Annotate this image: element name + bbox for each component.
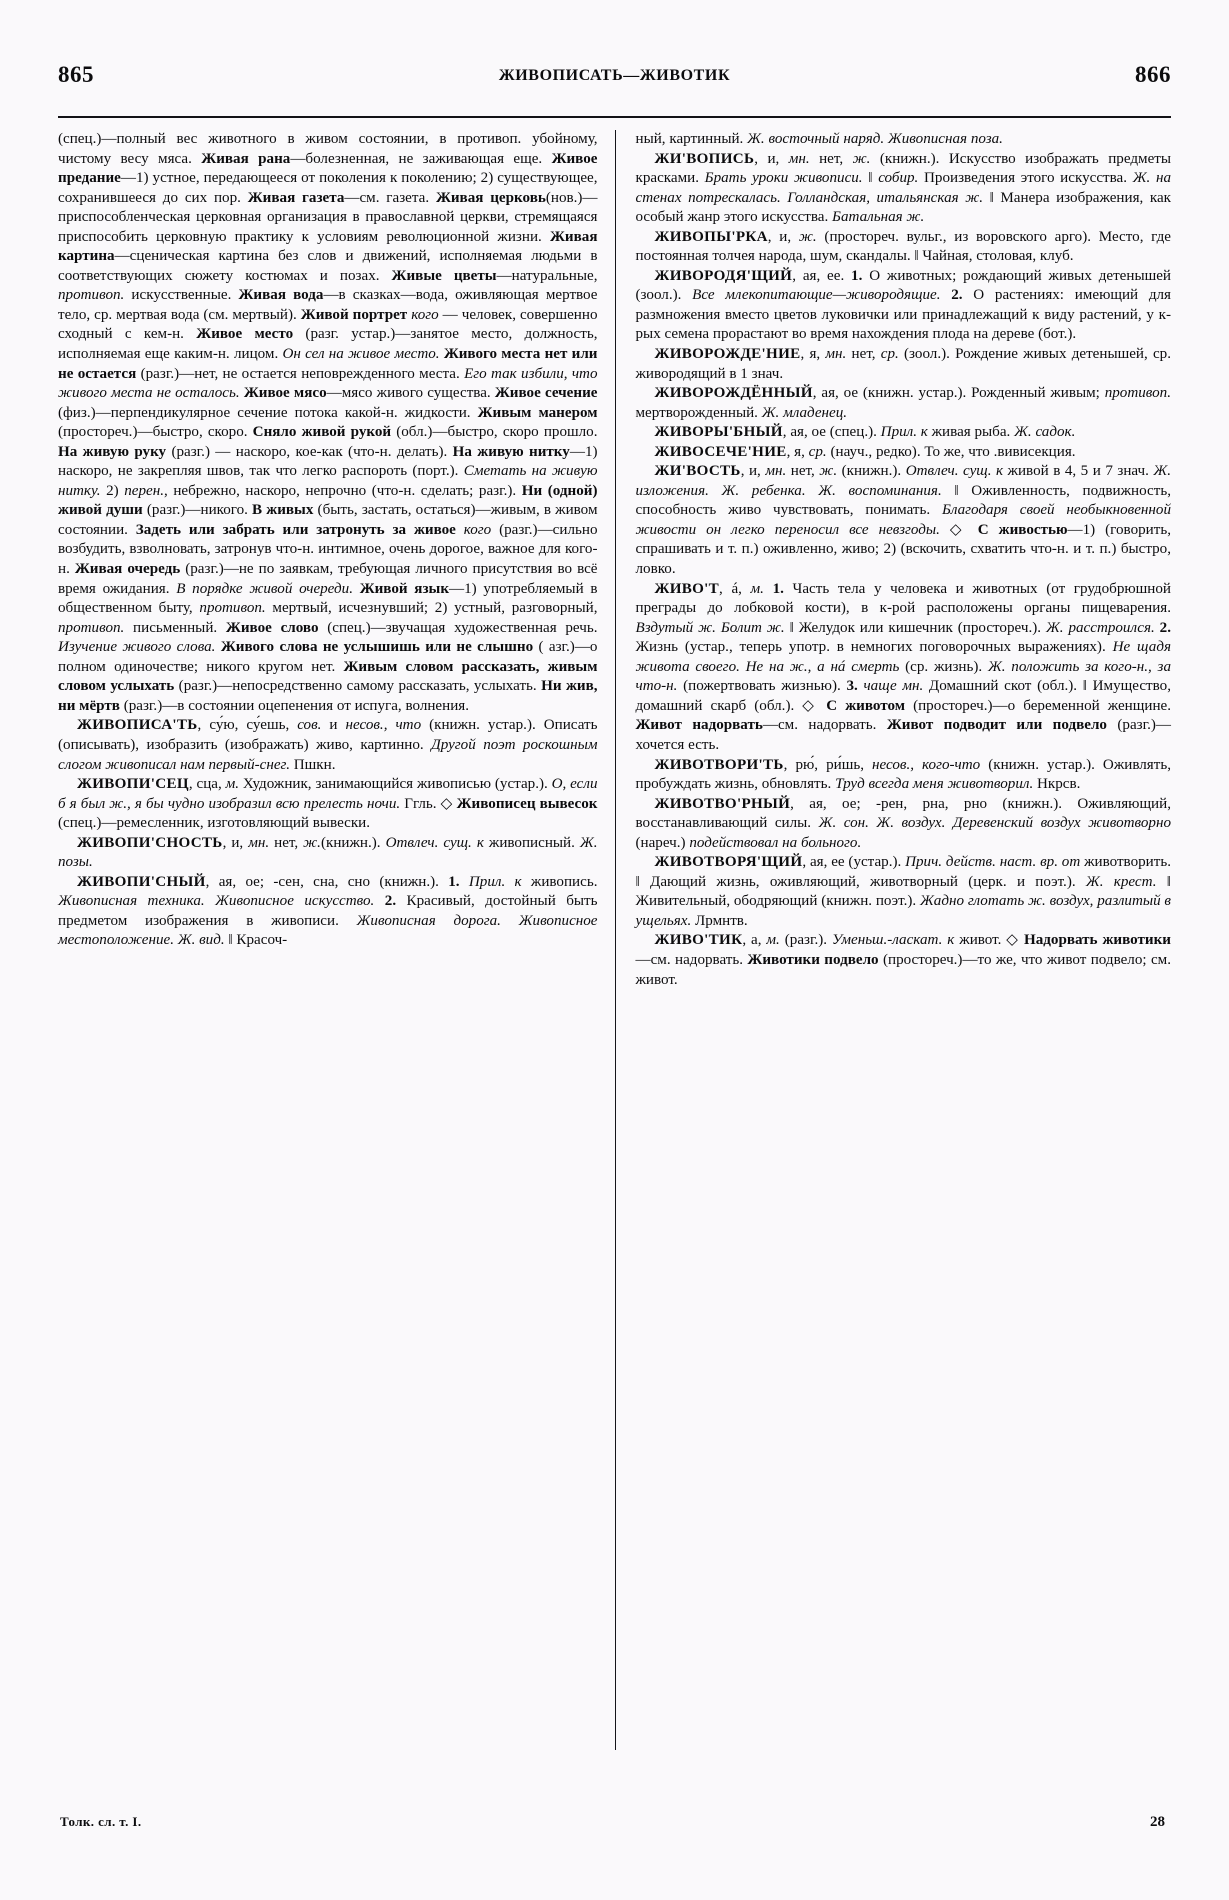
entry-headword: ЖИВОПЫ'РКА (654, 228, 768, 245)
entry-definition: , я, ср. (науч., редко). То же, что .вивисекция. (786, 443, 1076, 460)
entry-definition: , ая, ее. 1. О животных; рождающий живых детенышей (зоол.). Все млекопитающие—живородящие. 2. О растениях: имеющий для размножения вместо цветов луковички или принадлежащий к виду растений, у к-рых семена прорастают во время нахождения плода на дереве (бот.). (635, 267, 1172, 343)
entry-headword: ЖИВОПИ'СЕЦ (77, 776, 189, 793)
entry-headword: ЖИ'ВОСТЬ (654, 463, 741, 480)
entry-definition: , и, мн. нет, ж.(книжн.). Отвлеч. сущ. к живописный. Ж. позы. (58, 834, 598, 871)
entry-definition: , ая, ое; -рен, рна, рно (книжн.). Оживляющий, восстанавливающий силы. Ж. сон. Ж. воздух. Деревенский воздух животворно (нареч.) подействовал на больного. (635, 795, 1172, 851)
column-left (58, 130, 615, 1750)
entry-definition: , á, м. 1. Часть тела у человека и животных (от грудобрюшной преграды до лобковой кости), в к-рой расположены органы пищеварения. Вздутый ж. Болит ж. ‖ Желудок или кишечник (простореч.). Ж. расстроился. 2. Жизнь (устар., теперь употр. в немногих поговорочных выражениях). Не щадя живота своего. Не на ж., а нá смерть (ср. жизнь). Ж. положить за кого-н., за что-н. (пожертвовать жизнью). 3. чаще мн. Домашний скот (обл.). ‖ Имущество, домашний скарб (обл.). ◇ С животом (простореч.)—о беременной женщине. Живот надорвать—см. надорвать. Живот подводит или подвело (разг.)—хочется есть. (635, 580, 1172, 753)
entry-headword: ЖИВО'Т (654, 580, 720, 597)
entry-definition: , и, ж. (простореч. вульг., из воровского арго). Место, где постоянная толчея народа, шум, скандалы. ‖ Чайная, столовая, клуб. (635, 228, 1172, 265)
dictionary-entry (636, 267, 1172, 345)
column-right (615, 130, 1172, 1750)
entry-definition: , я, мн. нет, ср. (зоол.). Рождение живых детенышей, ср. живородящий в 1 знач. (635, 346, 1172, 382)
entry-headword: ЖИ'ВОПИСЬ (654, 150, 755, 167)
dictionary-entry (58, 716, 598, 775)
entry-headword: ЖИВОРЫ'БНЫЙ (654, 424, 783, 441)
entry-headword: ЖИВОТВО'РНЫЙ (654, 795, 791, 812)
dictionary-entry (636, 580, 1172, 756)
folio-right: 866 (1135, 62, 1171, 87)
dictionary-entry (636, 931, 1172, 990)
text-columns (58, 130, 1171, 1750)
entry-definition: , а, м. (разг.). Уменьш.-ласкат. к живот. ◇ Надорвать животики—см. надорвать. Животики подвело (простореч.)—то же, что живот подвело; см. живот. (635, 932, 1171, 988)
entry-headword: ЖИВОТВОРЯ'ЩИЙ (654, 854, 803, 871)
dictionary-entry (636, 228, 1172, 267)
dictionary-entry (636, 423, 1172, 443)
sheet-number: 28 (1150, 1814, 1165, 1830)
entry-headword: ЖИВОПИСА'ТЬ (77, 717, 198, 734)
header-rule (58, 116, 1171, 118)
entry-headword: ЖИВОСЕЧЕ'НИЕ (654, 443, 787, 460)
page-footer (58, 1814, 1171, 1836)
running-head: ЖИВОПИСАТЬ—ЖИВОТИК (498, 67, 731, 84)
dictionary-entry (58, 775, 598, 834)
entry-list-right (636, 150, 1172, 991)
volume-signature: Толк. сл. т. I. (60, 1814, 142, 1829)
dictionary-entry (636, 462, 1172, 579)
entry-headword: ЖИВОРОЖДЕ'НИЕ (654, 346, 801, 363)
entry-headword: ЖИВОРОЖДЁННЫЙ (654, 385, 813, 402)
entry-definition: , и, мн. нет, ж. (книжн.). Искусство изображать предметы красками. Брать уроки живописи. ‖ собир. Произведения этого искусства. Ж. на стенах потрескалась. Голландская, итальянская ж. ‖ Манера изображения, как особый жанр этого искусства. Батальная ж. (635, 150, 1172, 226)
entry-definition: , су́ю, су́ешь, сов. и несов., что (книжн. устар.). Описать (описывать), изобразить (изображать) живо, картинно. Другой поэт роскошным слогом живописал нам первый-снег. Пшкн. (58, 717, 598, 773)
entry-definition: , ая, ое; -сен, сна, сно (книжн.). 1. Прил. к живопись. Живописная техника. Живописное искусство. 2. Красивый, достойный быть предметом изображения в живописи. Живописная дорога. Живописное местоположение. Ж. вид. ‖ Красоч- (58, 873, 598, 949)
dictionary-entry (58, 873, 598, 951)
dictionary-entry (636, 384, 1172, 423)
dictionary-entry (636, 795, 1172, 854)
dictionary-entry (636, 345, 1172, 384)
entry-headword: ЖИВОТВОРИ'ТЬ (654, 756, 784, 773)
page-header (58, 62, 1171, 96)
entry-headword: ЖИВО'ТИК (654, 932, 743, 949)
entry-definition: , ая, ое (книжн. устар.). Рожденный живым; противоп. мертворожденный. Ж. младенец. (635, 385, 1171, 421)
entry-headword: ЖИВОРОДЯ'ЩИЙ (654, 267, 793, 284)
dictionary-entry (636, 150, 1172, 228)
entry-definition: , и, мн. нет, ж. (книжн.). Отвлеч. сущ. к живой в 4, 5 и 7 знач. Ж. изложения. Ж. ребенка. Ж. воспоминания. ‖ Оживленность, подвижность, способность живо чувствовать, понимать. Благодаря своей необыкновенной живости он легко переносил все невзгоды. ◇ С живостью—1) (говорить, спрашивать и т. п.) оживленно, живо; 2) (вскочить, схватить что-н. и т. п.) быстро, ловко. (635, 463, 1172, 578)
dictionary-entry (636, 443, 1172, 463)
entry-definition: , ая, ее (устар.). Прич. действ. наст. вр. от животворить. ‖ Дающий жизнь, оживляющий, животворный (церк. и поэт.). Ж. крест. ‖ Живительный, ободряющий (книжн. поэт.). Жадно глотать ж. воздух, разлитый в ущельях. Лрмнтв. (635, 854, 1172, 929)
continuation-paragraph: ный, картинный. Ж. восточный наряд. Живописная поза. (635, 131, 1003, 147)
dictionary-entry (636, 756, 1172, 795)
entry-definition: , ая, ое (спец.). Прил. к живая рыба. Ж. садок. (782, 424, 1076, 441)
entry-definition: , сца, м. Художник, занимающийся живописью (устар.). О, если б я был ж., я бы чудно изобразил всю прелесть ночи. Ггль. ◇ Живописец вывесок (спец.)—ремесленник, изготовляющий вывески. (58, 776, 598, 832)
entry-headword: ЖИВОПИ'СНЫЙ (77, 873, 206, 890)
folio-left: 865 (58, 62, 94, 87)
entry-headword: ЖИВОПИ'СНОСТЬ (77, 834, 223, 851)
dictionary-entry (636, 853, 1172, 931)
continuation-paragraph: (спец.)—полный вес животного в живом состоянии, в противоп. убойному, чистому весу мяса. Живая рана—болезненная, не заживающая еще. Живое предание—1) устное, передающееся от поколения к поколению; 2) существующее, сохранившееся до сих пор. Живая газета—см. газета. Живая церковь(нов.)—приспособленческая церковная организация в православной церкви, стремящаяся приспособить церковную практику к условиям революционной жизни. Живая картина—сценическая картина без слов и движений, исполняемая людьми в соответствующих сюжету костюмах и позах. Живые цветы—натуральные, противоп. искусственные. Живая вода—в сказках—вода, оживляющая мертвое тело, ср. мертвая вода (см. мертвый). Живой портрет кого — человек, совершенно сходный с кем-н. Живое место (разг. устар.)—занятое место, должность, исполняемая еще каким-н. лицом. Он сел на живое место. Живого места нет или не остается (разг.)—нет, не остается неповрежденного места. Его так избили, что живого места не осталось. Живое мясо—мясо живого существа. Живое сечение (физ.)—перпендикулярное сечение потока какой-н. жидкости. Живым манером (простореч.)—быстро, скоро. Сняло живой рукой (обл.)—быстро, скоро прошло. На живую руку (разг.) — наскоро, кое-как (что-н. делать). На живую нитку—1) наскоро, не закрепляя швов, так что легко распороть (порт.). Сметать на живую нитку. 2) перен., небрежно, наскоро, непрочно (что-н. сделать; разг.). Ни (одной) живой души (разг.)—никого. В живых (быть, застать, остаться)—живым, в живом состоянии. Задеть или забрать или затронуть за живое кого (разг.)—сильно возбудить, взволновать, затронув что-н. интимное, очень дорогое, важное для кого-н. Живая очередь (разг.)—не по заявкам, требующая личного присутствия во всё время ожидания. В порядке живой очереди. Живой язык—1) употребляемый в общественном быту, противоп. мертвый, исчезнувший; 2) устный, разговорный, противоп. письменный. Живое слово (спец.)—звучащая художественная речь. Изучение живого слова. Живого слова не услышишь или не слышно ( азг.)—о полном одиночестве; никого кругом нет. Живым словом рассказать, живым словом услыхать (разг.)—непосредственно самому рассказать, услыхать. Ни жив, ни мёртв (разг.)—в состоянии оцепенения от испуга, волнения. (58, 131, 598, 714)
entry-list-left (58, 716, 598, 951)
entry-definition: , рю́, ри́шь, несов., кого-что (книжн. устар.). Оживлять, пробуждать жизнь, обновлять. Труд всегда меня животворил. Нкрсв. (635, 756, 1171, 793)
dictionary-entry (58, 834, 598, 873)
